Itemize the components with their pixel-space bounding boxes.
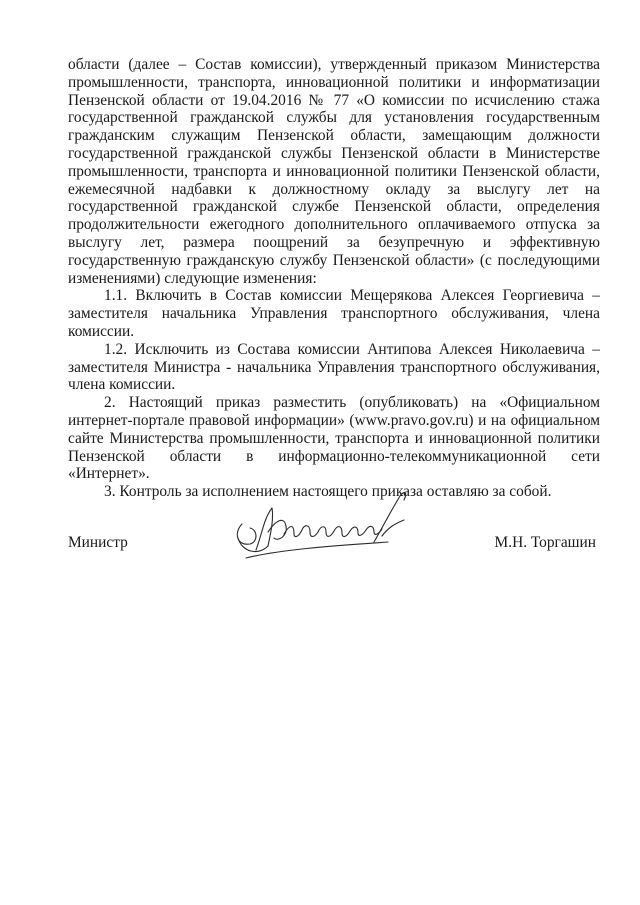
signature-block [68, 534, 600, 556]
paragraph-amendments-intro: области (далее – Состав комиссии), утвержденный приказом Министерства промышленности, транспорта, инновационной политики и информатизации Пензенской области от 19.04.2016 № 77 «О комиссии по исчислению стажа государственной гражданской службы для установления государственным гражданским служащим Пензенской области, замещающим должности государственной гражданской службы Пензенской области в Министерстве промышленности, транспорта и инновационной политики Пензенской области, ежемесячной надбавки к должностному окладу за выслугу лет на государственной гражданской службе Пензенской области, определения продолжительности ежегодного дополнительного оплачиваемого отпуска за выслугу лет, размера поощрений за безупречную и эффективную государственную гражданскую службу Пензенской области» (с последующими изменениями) следующие изменения: [68, 56, 600, 287]
paragraph-item-1-2: 1.2. Исключить из Состава комиссии Антипова Алексея Николаевича – заместителя Министра - начальника Управления транспортного обслуживания, члена комиссии. [68, 340, 600, 394]
paragraph-item-1-1: 1.1. Включить в Состав комиссии Мещерякова Алексея Георгиевича – заместителя начальника Управления транспортного обслуживания, члена комиссии. [68, 287, 600, 340]
order-body [68, 56, 600, 501]
paragraph-item-3: 3. Контроль за исполнением настоящего приказа оставляю за собой. [104, 483, 552, 501]
signatory-title: Министр [68, 534, 128, 551]
signatory-name: М.Н. Торгашин [494, 534, 596, 551]
paragraph-item-2: 2. Настоящий приказ разместить (опубликовать) на «Официальном интернет-портале правовой информации» (www.pravo.gov.ru) и на официальном сайте Министерства промышленности, транспорта и инновационной политики Пензенской области в информационно-телекоммуникационной сети «Интернет». [68, 394, 600, 483]
handwritten-signature [228, 480, 424, 570]
